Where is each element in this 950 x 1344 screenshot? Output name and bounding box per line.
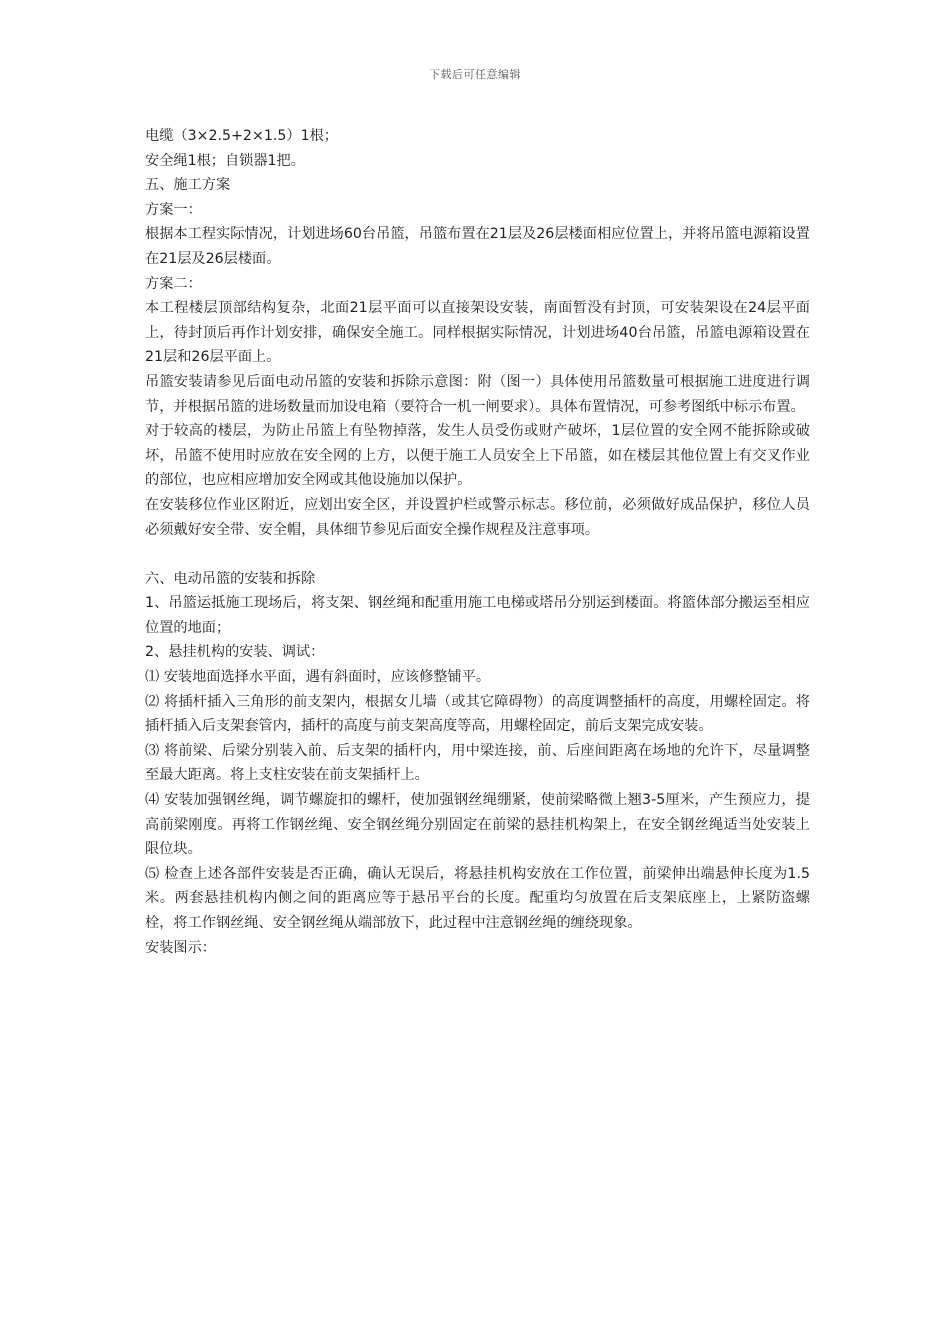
substep-1: ⑴ 安装地面选择水平面，遇有斜面时，应该修整铺平。 bbox=[145, 669, 491, 686]
plan-two-text: 本工程楼层顶部结构复杂，北面21层平面可以直接架设安装，南面暂没有封顶，可安装架设在24层平面上，待封顶后再作计划安排，确保安全施工。同样根据实际情况，计划进场40台吊篮，吊篮电源箱设置在21层和26层平面上。 bbox=[145, 300, 810, 366]
plan-one-label: 方案一： bbox=[145, 201, 202, 218]
paragraph-safety-net: 对于较高的楼层，为防止吊篮上有坠物掉落，发生人员受伤或财产破坏，1层位置的安全网不能拆除或破坏，吊篮不使用时应放在安全网的上方，以便于施工人员安全上下吊篮，如在楼层其他位置上有交叉作业的部位，也应相应增加安全网或其他设施加以保护。 bbox=[145, 423, 810, 489]
paragraph-safe-zone: 在安装移位作业区附近，应划出安全区，并设置护栏或警示标志。移位前，必须做好成品保护，移位人员必须戴好安全带、安全帽，具体细节参见后面安全操作规程及注意事项。 bbox=[145, 496, 810, 538]
substep-4: ⑷ 安装加强钢丝绳，调节螺旋扣的螺杆，使加强钢丝绳绷紧，使前梁略微上翘3-5厘米，产生预应力，提高前梁刚度。再将工作钢丝绳、安全钢丝绳分别固定在前梁的悬挂机构架上，在安全钢丝绳适当处安装上限位块。 bbox=[145, 792, 810, 858]
blank-line bbox=[145, 542, 810, 567]
section-heading-construction-plan: 五、施工方案 bbox=[145, 177, 231, 194]
paragraph-cable: 电缆（3×2.5+2×1.5）1根； bbox=[145, 128, 338, 144]
substep-2: ⑵ 将插杆插入三角形的前支架内，根据女儿墙（或其它障碍物）的高度调整插杆的高度，用螺栓固定。将插杆插入后支架套管内，插杆的高度与前支架高度等高，用螺栓固定，前后支架完成安装。 bbox=[145, 693, 810, 735]
paragraph-safety-rope: 安全绳1根；自锁器1把。 bbox=[145, 152, 305, 169]
step-1: 1、吊篮运抵施工现场后，将支架、钢丝绳和配重用施工电梯或塔吊分别运到楼面。将篮体部分搬运至相应位置的地面； bbox=[145, 595, 810, 636]
substep-5: ⑸ 检查上述各部件安装是否正确，确认无误后，将悬挂机构安放在工作位置，前梁伸出端悬伸长度为1.5米。两套悬挂机构内侧之间的距离应等于悬吊平台的长度。配重均匀放置在后支架底座上，上紧防盗螺栓，将工作钢丝绳、安全钢丝绳从端部放下，此过程中注意钢丝绳的缠绕现象。 bbox=[145, 865, 810, 931]
section-heading-install-remove: 六、电动吊篮的安装和拆除 bbox=[145, 570, 316, 587]
plan-two-label: 方案二： bbox=[145, 275, 202, 292]
plan-one-text: 根据本工程实际情况，计划进场60台吊篮，吊篮布置在21层及26层楼面相应位置上，并将吊篮电源箱设置在21层及26层楼面。 bbox=[145, 226, 810, 267]
paragraph-installation-reference: 吊篮安装请参见后面电动吊篮的安装和拆除示意图：附（图一）具体使用吊篮数量可根据施工进度进行调节，并根据吊篮的进场数量而加设电箱（要符合一机一闸要求）。具体布置情况，可参考图纸中标示布置。 bbox=[145, 373, 810, 415]
document-body bbox=[145, 124, 810, 960]
page-header: 下载后可任意编辑 bbox=[429, 68, 521, 81]
step-2: 2、悬挂机构的安装、调试： bbox=[145, 644, 325, 661]
installation-diagram-label: 安装图示： bbox=[145, 939, 216, 956]
substep-3: ⑶ 将前梁、后梁分别装入前、后支架的插杆内，用中梁连接，前、后座间距离在场地的允许下，尽量调整至最大距离。将上支柱安装在前支架插杆上。 bbox=[145, 742, 810, 784]
